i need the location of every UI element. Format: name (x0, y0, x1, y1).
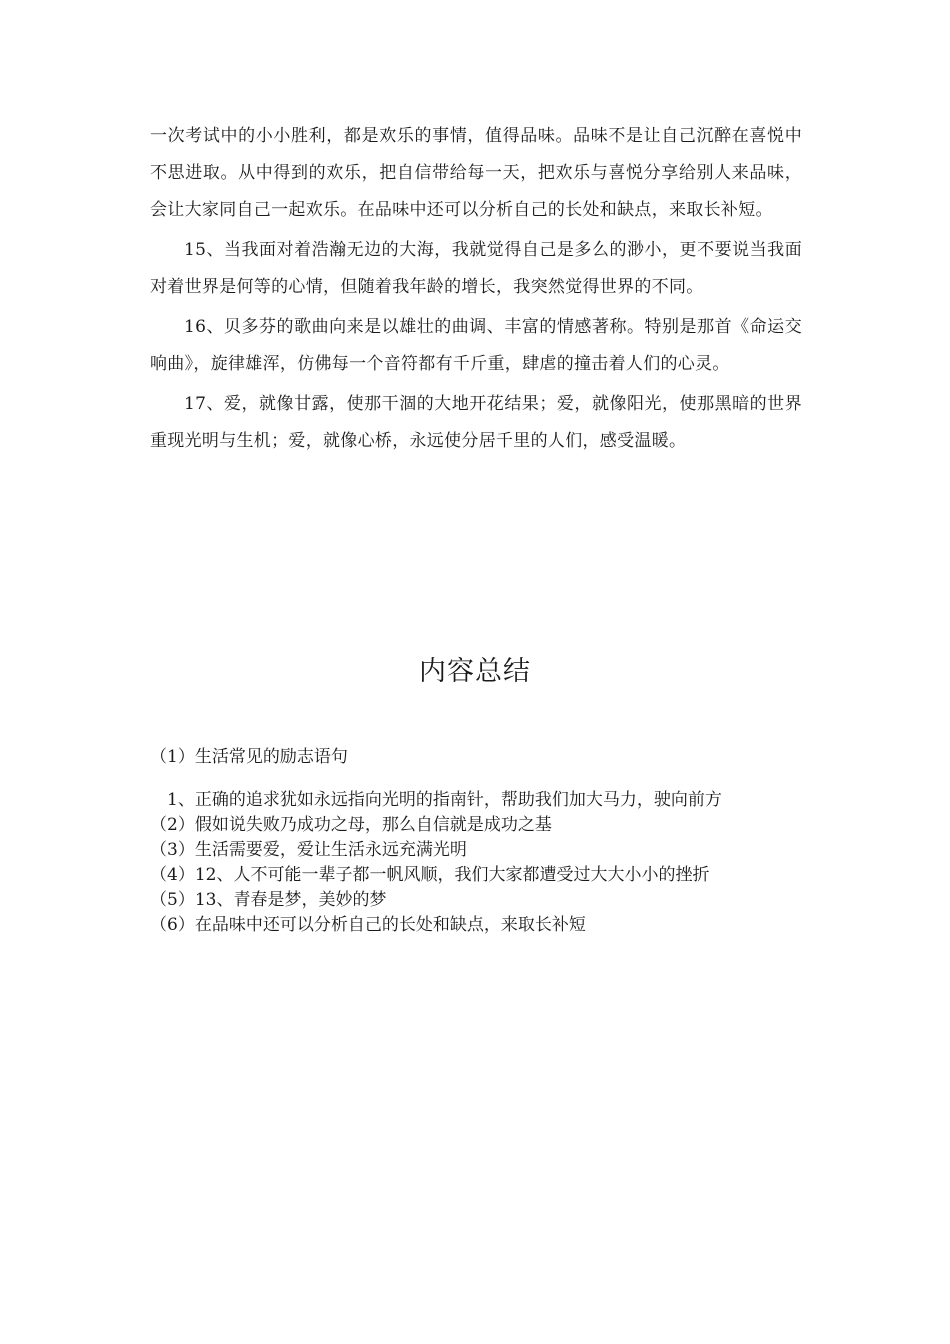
summary-item-6: （6）在品味中还可以分析自己的长处和缺点，来取长补短 (150, 915, 586, 935)
summary-item-2: （2）假如说失败乃成功之母，那么自信就是成功之基 (150, 815, 552, 835)
paragraph-15: 15、当我面对着浩瀚无边的大海，我就觉得自己是多么的渺小，更不要说当我面对着世界是何等的心情，但随着我年龄的增长，我突然觉得世界的不同。 (150, 240, 802, 297)
summary-item-4: （4）12、人不可能一辈子都一帆风顺，我们大家都遭受过大大小小的挫折 (150, 865, 710, 885)
summary-item-1-sub: 1、正确的追求犹如永远指向光明的指南针，帮助我们加大马力，驶向前方 (167, 790, 722, 810)
summary-item-5: （5）13、青春是梦，美妙的梦 (150, 890, 387, 910)
body-text (150, 118, 802, 463)
paragraph-continuation: 一次考试中的小小胜利，都是欢乐的事情，值得品味。品味不是让自己沉醉在喜悦中不思进取。从中得到的欢乐，把自信带给每一天，把欢乐与喜悦分享给别人来品味，会让大家同自己一起欢乐。在品味中还可以分析自己的长处和缺点，来取长补短。 (150, 126, 802, 220)
paragraph-16: 16、贝多芬的歌曲向来是以雄壮的曲调、丰富的情感著称。特别是那首《命运交响曲》，旋律雄浑，仿佛每一个音符都有千斤重，肆虐的撞击着人们的心灵。 (150, 317, 802, 374)
paragraph-17: 17、爱，就像甘露，使那干涸的大地开花结果；爱，就像阳光，使那黑暗的世界重现光明与生机；爱，就像心桥，永远使分居千里的人们，感受温暖。 (150, 394, 802, 451)
summary-title: 内容总结 (419, 656, 531, 687)
summary-list (150, 745, 790, 938)
summary-item-1: （1）生活常见的励志语句 (150, 747, 348, 767)
summary-item-3: （3）生活需要爱，爱让生活永远充满光明 (150, 840, 467, 860)
